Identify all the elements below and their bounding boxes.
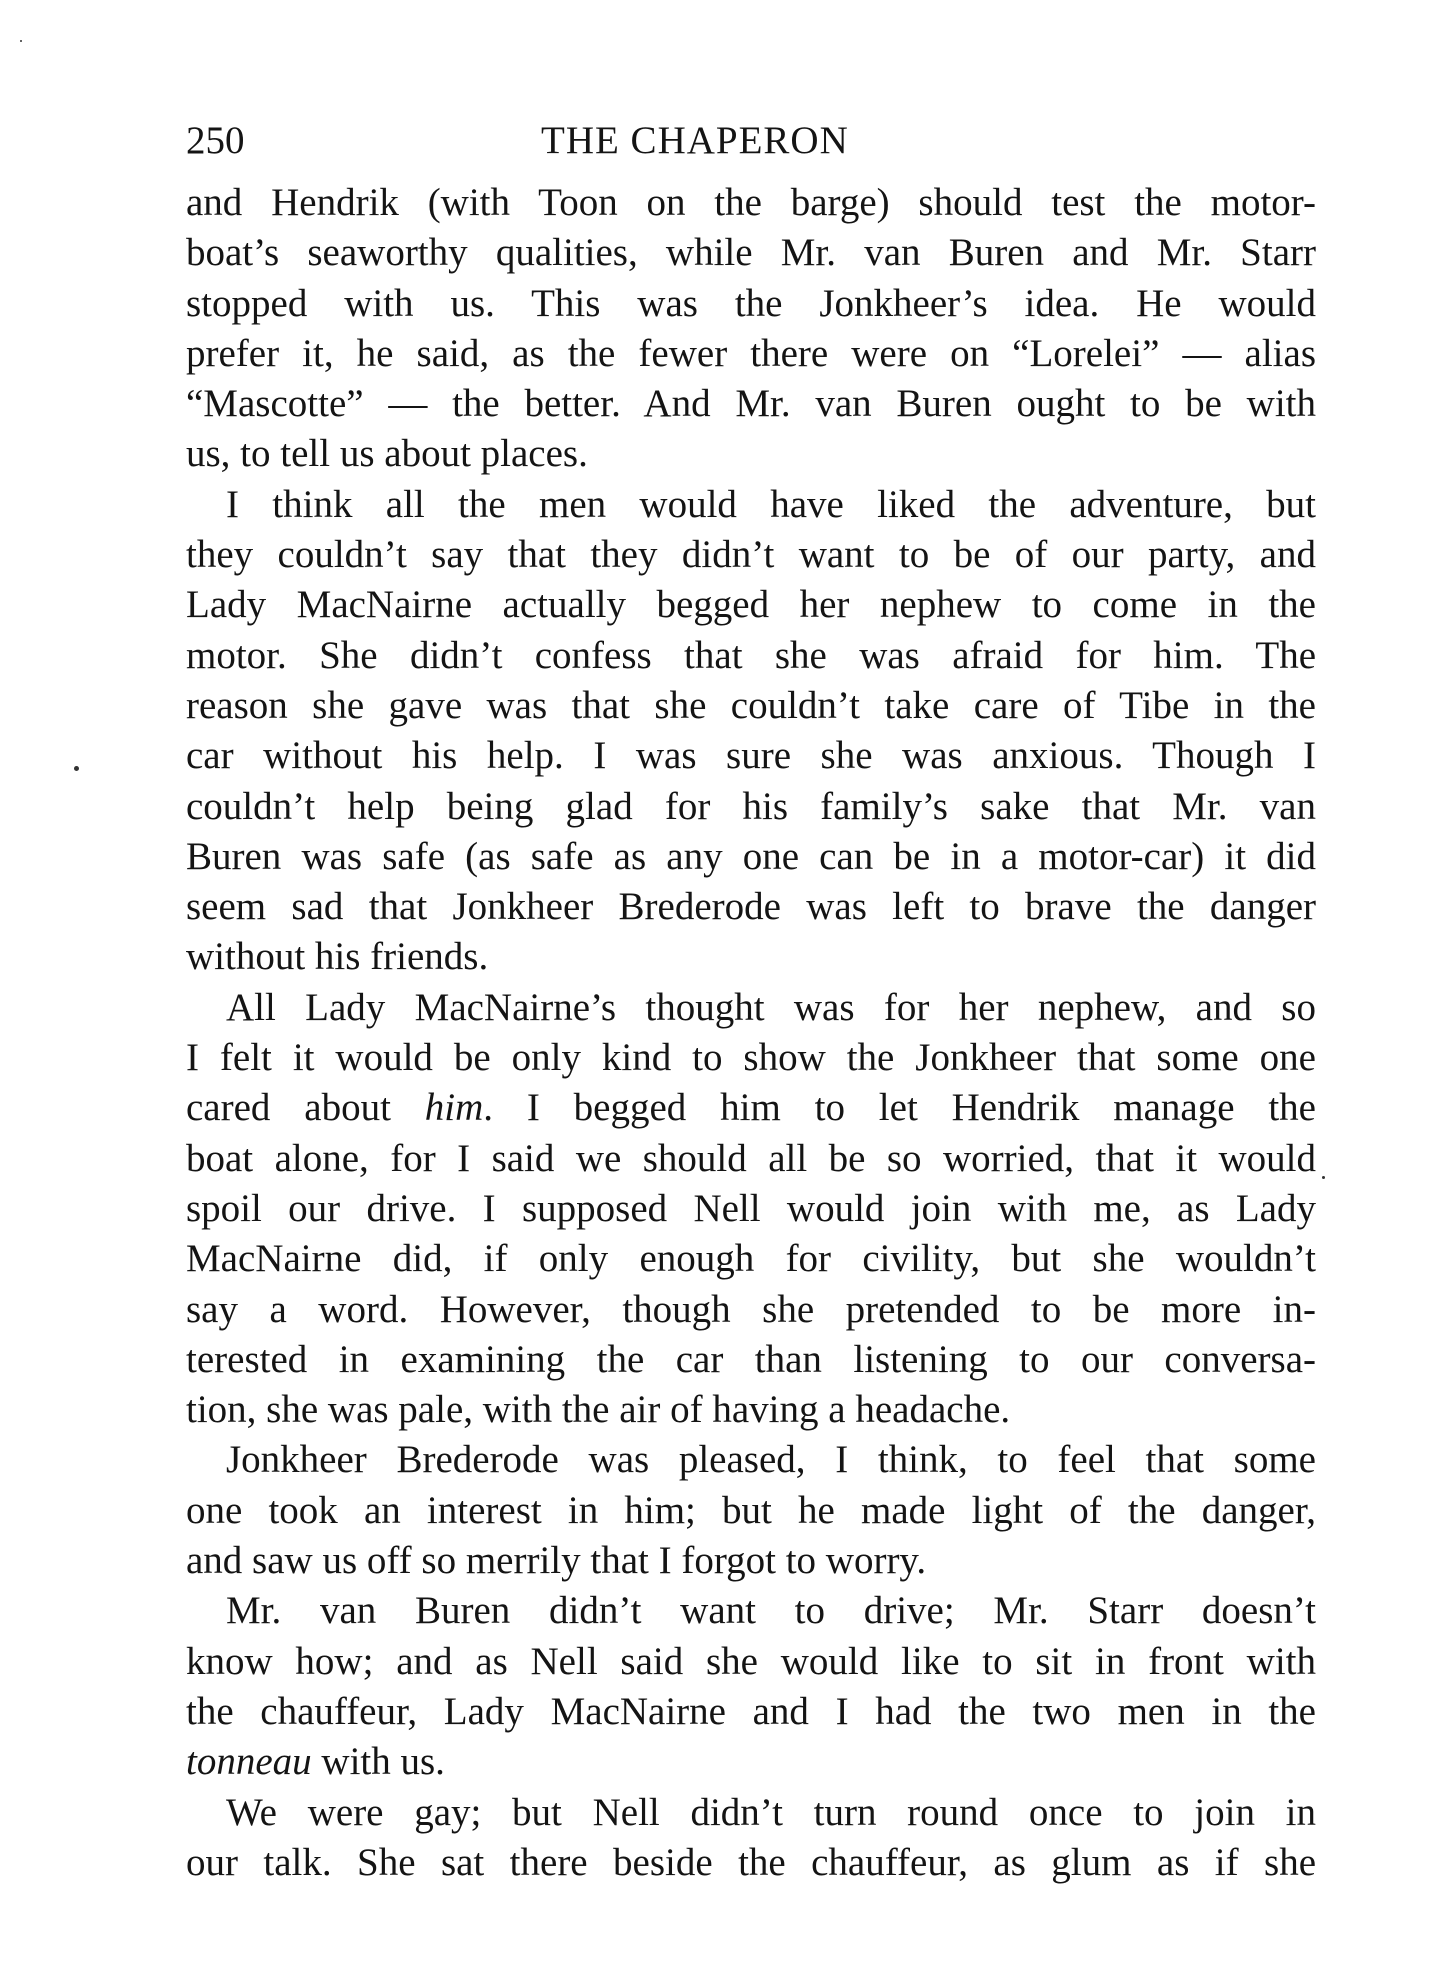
- text-line: Lady MacNairne actually begged her nephew to come in the: [186, 583, 1316, 627]
- text-line: stopped with us. This was the Jonkheer’s idea. He would: [186, 281, 1316, 325]
- text-line: car without his help. I was sure she was anxious. Though I: [186, 734, 1316, 778]
- text-line: the chauffeur, Lady MacNairne and I had the two men in the: [186, 1689, 1316, 1733]
- text-line: and saw us off so merrily that I forgot to worry.: [186, 1539, 927, 1583]
- page-number: 250: [186, 119, 245, 162]
- text-line: they couldn’t say that they didn’t want to be of our party, and: [186, 533, 1316, 577]
- scan-speck: [20, 40, 22, 42]
- text-line: couldn’t help being glad for his family’s sake that Mr. van: [186, 784, 1316, 828]
- paragraph: [186, 983, 1316, 1436]
- text-line: boat alone, for I said we should all be so worried, that it would: [186, 1136, 1316, 1180]
- text-line: know how; and as Nell said she would like to sit in front with: [186, 1639, 1316, 1683]
- text-line: and Hendrik (with Toon on the barge) should test the motor-: [186, 181, 1316, 224]
- scan-speck: [74, 766, 79, 771]
- text-line: All Lady MacNairne’s thought was for her nephew, and so: [226, 985, 1316, 1029]
- text-line: boat’s seaworthy qualities, while Mr. van Buren and Mr. Starr: [186, 231, 1316, 275]
- text-line: terested in examining the car than listening to our conversa-: [186, 1337, 1316, 1381]
- body-text: [186, 178, 1316, 1888]
- text-line: We were gay; but Nell didn’t turn round once to join in: [226, 1790, 1316, 1834]
- paragraph: [186, 1435, 1316, 1586]
- paragraph: [186, 1788, 1316, 1889]
- text-line: us, to tell us about places.: [186, 432, 588, 476]
- running-title: THE CHAPERON: [541, 119, 849, 162]
- paragraph: [186, 178, 1316, 480]
- text-line-start: cared about him. I begged him to let Hendrik manage the: [186, 1086, 1316, 1130]
- paragraph: [186, 1586, 1316, 1787]
- italic-line: tonneau with us.: [186, 1740, 445, 1784]
- text-line: Mr. van Buren didn’t want to drive; Mr. Starr doesn’t: [226, 1589, 1316, 1633]
- text-line: say a word. However, though she pretended to be more in-: [186, 1287, 1316, 1331]
- text-line: Jonkheer Brederode was pleased, I think, to feel that some: [226, 1438, 1316, 1482]
- emphasis: him: [424, 1086, 484, 1130]
- running-header: [186, 118, 1316, 174]
- text-line: seem sad that Jonkheer Brederode was left to brave the danger: [186, 885, 1316, 929]
- text-line: “Mascotte” — the better. And Mr. van Buren ought to be with: [186, 382, 1316, 426]
- text-line: one took an interest in him; but he made light of the danger,: [186, 1488, 1316, 1532]
- text-line: our talk. She sat there beside the chauffeur, as glum as if she: [186, 1840, 1316, 1884]
- scan-speck: [1322, 1176, 1325, 1179]
- emphasis: tonneau: [186, 1740, 312, 1784]
- text-line: reason she gave was that she couldn’t take care of Tibe in the: [186, 683, 1316, 727]
- text-line: tion, she was pale, with the air of having a headache.: [186, 1388, 1011, 1432]
- text-line: I felt it would be only kind to show the Jonkheer that some one: [186, 1036, 1316, 1080]
- text-line: prefer it, he said, as the fewer there were on “Lorelei” — alias: [186, 331, 1316, 375]
- text-line: MacNairne did, if only enough for civility, but she wouldn’t: [186, 1237, 1316, 1281]
- text-line: [186, 1083, 1316, 1133]
- paragraph: [186, 480, 1316, 983]
- text-line: spoil our drive. I supposed Nell would join with me, as Lady: [186, 1186, 1316, 1230]
- text-line: I think all the men would have liked the adventure, but: [226, 482, 1316, 526]
- text-line: Buren was safe (as safe as any one can be in a motor-car) it did: [186, 834, 1316, 878]
- text-line: [186, 1737, 1316, 1787]
- text-line: motor. She didn’t confess that she was afraid for him. The: [186, 633, 1316, 677]
- text-line: without his friends.: [186, 935, 489, 979]
